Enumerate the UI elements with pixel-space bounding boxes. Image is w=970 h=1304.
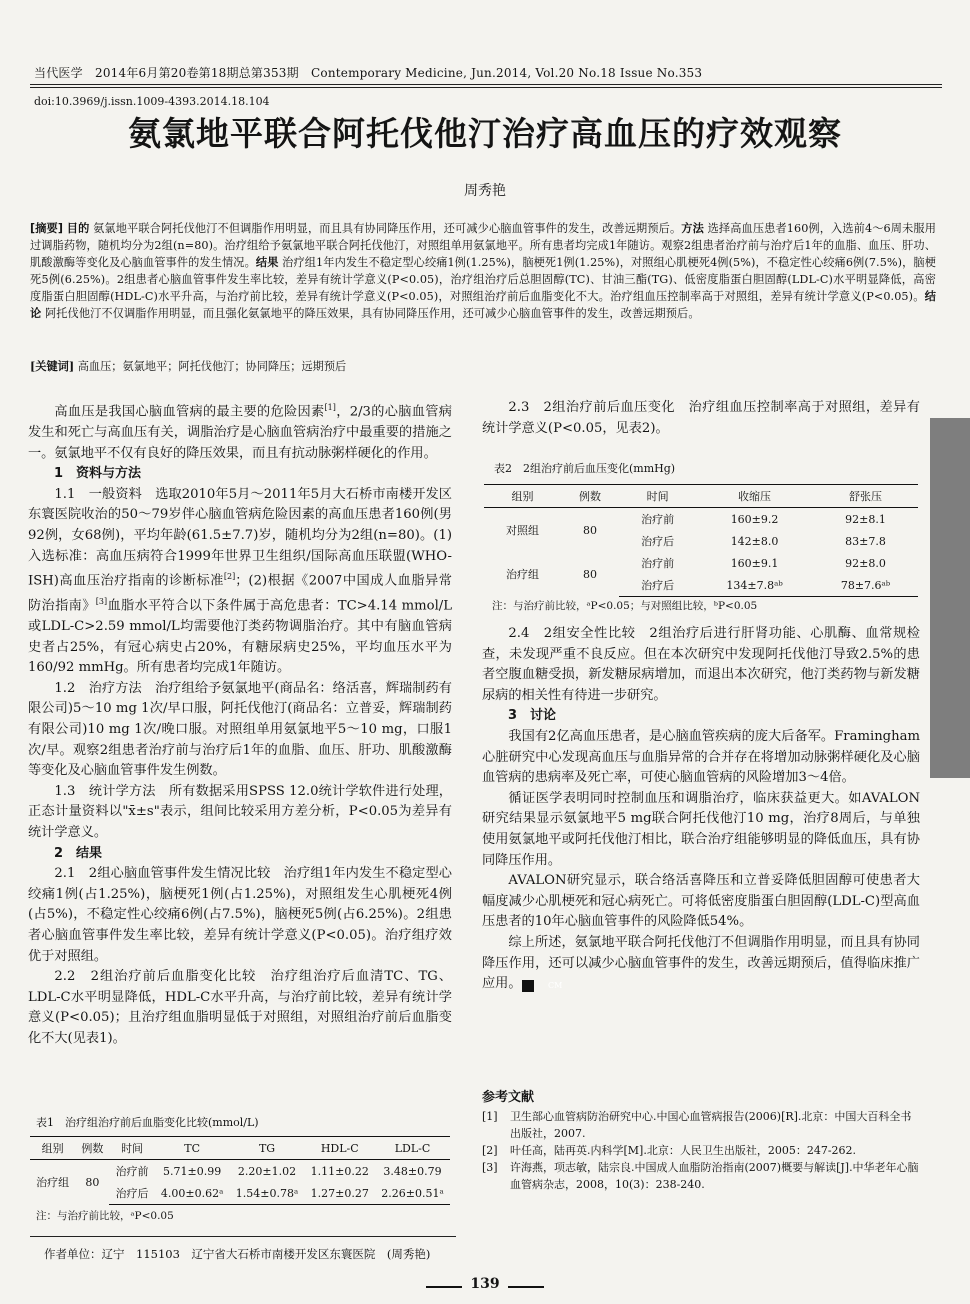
citation: [3] (95, 597, 108, 607)
abstract-methods-label: 方法 (681, 222, 704, 235)
table2-n: 80 (583, 567, 598, 581)
discussion-paragraph: AVALON研究显示，联合络活喜降压和立普妥降低胆固醇可使患者大幅度减少心肌梗死和冠心病死亡。可将低密度脂蛋白胆固醇(LDL-C)型高血压患者的10年心脑血管事件的风险降低54%。 (482, 873, 920, 930)
table-cell: 治疗前 (641, 513, 675, 526)
reference-item: [3] 许海燕，项志敏，陆宗良.中国成人血脂防治指南(2007)概要与解读[J].中华老年心脑血管病杂志，2008，10(3)：238-240. (482, 1161, 919, 1191)
header-rule (30, 84, 942, 85)
table2 (484, 484, 918, 597)
table-cell: 83±7.8 (845, 534, 886, 548)
section-2-1: 2.1 2组心脑血管事件发生情况比较 治疗组1年内发生不稳定型心绞痛1例(占1.25%)，脑梗死1例(占1.25%)，对照组发生心肌梗死4例(占5%)，不稳定性心绞痛6例(占7.5%)，脑梗死5例(占6.25%)。2组患者心脑血管事件发生率比较，差异有统计学意义(P<0.05)。治疗组疗效优于对照组。 (28, 866, 452, 964)
section-2-3: 2.3 2组治疗前后血压变化 治疗组血压控制率高于对照组，差异有统计学意义(P<0.05，见表2)。 (482, 400, 920, 436)
table2-caption: 表2 2组治疗前后血压变化(mmHg) (494, 462, 676, 475)
table-cell: 2.20±1.02 (237, 1164, 297, 1178)
abstract-results-label: 结果 (255, 256, 279, 269)
right-column-body (482, 624, 920, 995)
table-cell: 治疗后 (109, 1182, 154, 1205)
table-cell: 2.26±0.51ᵃ (375, 1182, 450, 1205)
margin-scan-strip (930, 418, 970, 778)
abstract-objective-label: 目的 (66, 222, 90, 235)
author-affiliation: 作者单位：辽宁 115103 辽宁省大石桥市南楼开发区东寰医院 (周秀艳) (44, 1247, 431, 1261)
table1-header: LDL-C (375, 1137, 450, 1160)
page-number: 139 (470, 1276, 500, 1292)
section-heading-results: 2 结果 (54, 845, 103, 861)
keywords-text: 高血压；氨氯地平；阿托伐他汀；协同降压；远期预后 (77, 360, 347, 373)
doi: doi:10.3969/j.issn.1009-4393.2014.18.104 (34, 95, 270, 108)
abstract-conclusion: 阿托伐他汀不仅调脂作用明显，而且强化氨氯地平的降压效果，具有协同降压作用，还可减少心脑血管事件的发生，改善远期预后。 (44, 307, 700, 320)
references-list (482, 1108, 922, 1193)
table-cell: 142±8.0 (730, 534, 779, 548)
section-1-3: 1.3 统计学方法 所有数据采用SPSS 12.0统计学软件进行处理，正态计量资料以"x̄±s"表示，组间比较采用方差分析，P<0.05为差异有统计学意义。 (28, 783, 452, 841)
conclusion-paragraph: 综上所述，氨氯地平联合阿托伐他汀不但调脂作用明显，而且具有协同降压作用，还可以减少心脑血管事件的发生，改善远期预后，值得临床推广应用。 CM (482, 934, 920, 992)
table-row (30, 1160, 450, 1183)
abstract-label: [摘要] (30, 222, 64, 235)
table1-group: 治疗组 (36, 1176, 70, 1190)
abstract-results: 治疗组1年内发生不稳定型心绞痛1例(1.25%)，脑梗死1例(1.25%)，对照组心肌梗死4例(5%)，不稳定性心绞痛6例(7.5%)，脑梗死5例(6.25%)。2组患者心脑血管事件发生率比较，差异有统计学意义(P<0.05)，治疗组治疗后总胆固醇(TC)、甘油三酯(TG)、低密度脂蛋白胆固醇(LDL-C)水平明显降低，高密度脂蛋白胆固醇(HDL-C)水平升高，与治疗前比较，差异有统计学意义(P<0.05)，对照组治疗前后血脂变化不大。治疗组血压控制率高于对照组，差异有统计学意义(P<0.05)。 (30, 256, 936, 303)
table2-header: 收缩压 (696, 485, 813, 508)
table-cell: 92±8.0 (845, 556, 886, 570)
table2-header: 舒张压 (813, 485, 918, 508)
article-title: 氨氯地平联合阿托伐他汀治疗高血压的疗效观察 (128, 114, 842, 153)
table1-header: HDL-C (304, 1137, 375, 1160)
left-column (28, 398, 452, 1050)
table-cell: 1.27±0.27 (304, 1182, 375, 1205)
section-heading-discussion: 3 讨论 (508, 708, 557, 724)
table-cell: 1.54±0.78ᵃ (230, 1182, 305, 1205)
section-1-1: 1.1 一般资料 选取2010年5月～2011年5月大石桥市南楼开发区东寰医院收治的50～79岁伴心脑血管病危险因素的高血压患者160例(男92例，女68例)，平均年龄(61.5±7.7)岁，随机均分为2组(n=80)。(1)入选标准：高血压病符合1999年世界卫生组织/国际高血压联盟(WHO-ISH)高血压治疗指南的诊断标准[2]；(2)根据《2007中国成人血脂异常防治指南》[3]血脂水平符合以下条件属于高危患者：TC>4.14 mmol/L或LDL-C>2.59 mmol/L均需要他汀类药物调脂治疗。其中有脑血管病史者占25%，有冠心病史占20%，有糖尿病史25%，平均血压水平为160/92 mmHg。所有患者均完成1年随访。 (28, 486, 453, 676)
table1-n: 80 (85, 1175, 100, 1189)
abstract-conclusion-label: 结论 (30, 290, 936, 320)
table2-header: 时间 (619, 485, 696, 508)
table1-header: TG (230, 1137, 305, 1160)
table1-header: 例数 (75, 1137, 109, 1160)
table-cell: 92±8.1 (845, 512, 886, 526)
abstract-objective: 氨氯地平联合阿托伐他汀不但调脂作用明显，而且具有协同降压作用，还可减少心脑血管事件的发生，改善远期预后。 (93, 222, 682, 235)
citation: [2] (223, 572, 236, 582)
table-cell: 160±9.2 (730, 512, 779, 526)
table2-group: 治疗组 (505, 568, 539, 582)
end-mark-icon: CM (522, 980, 534, 992)
table-cell: 4.00±0.62ᵃ (155, 1182, 230, 1205)
table2-note: 注：与治疗前比较，ᵃP<0.05；与对照组比较，ᵇP<0.05 (492, 600, 758, 612)
table2-group: 对照组 (505, 524, 539, 537)
table1-note: 注：与治疗前比较，ᵃP<0.05 (36, 1210, 174, 1222)
table-cell: 134±7.8ᵃᵇ (696, 574, 813, 597)
table2-n: 80 (583, 523, 598, 537)
table-cell: 160±9.1 (730, 556, 779, 570)
journal-header: 当代医学 2014年6月第20卷第18期总第353期 Contemporary Medicine, Jun.2014, Vol.20 No.18 Issue No.353 (34, 66, 703, 80)
section-1-2: 1.2 治疗方法 治疗组给予氨氯地平(商品名：络活喜，辉瑞制药有限公司)5～10 mg 1次/早口服，阿托伐他汀(商品名：立普妥，辉瑞制药有限公司)10 mg 1次/晚口服。对照组单用氨氯地平5～10 mg，口服1次/早。观察2组患者治疗前与治疗后1年的血脂、血压、肝功、肌酸激酶等变化及心脑血管事件发生例数。 (28, 680, 452, 779)
table2-header: 组别 (484, 485, 561, 508)
reference-item: [2] 叶任高，陆再英.内科学[M].北京：人民卫生出版社，2005：247-262. (482, 1144, 857, 1157)
table-cell: 1.11±0.22 (310, 1164, 369, 1178)
section-2-2: 2.2 2组治疗前后血脂变化比较 治疗组治疗后血清TC、TG、LDL-C水平明显降低，HDL-C水平升高，与治疗前比较，差异有统计学意义(P<0.05)；且治疗组血脂明显低于对照组，对照组治疗前后血脂变化不大(见表1)。 (28, 969, 452, 1046)
table2-header: 例数 (561, 485, 619, 508)
references-title: 参考文献 (482, 1090, 535, 1105)
table1-header: 时间 (109, 1137, 154, 1160)
keywords-label: [关键词] (30, 359, 75, 373)
reference-item: [1] 卫生部心血管病防治研究中心.中国心血管病报告(2006)[R].北京：中国大百科全书出版社，2007. (482, 1110, 912, 1140)
table1 (30, 1136, 450, 1205)
table-row (484, 552, 918, 574)
table1-header: 组别 (30, 1137, 75, 1160)
table-row (484, 508, 918, 531)
abstract-methods: 选择高血压患者160例，入选前4～6周未服用过调脂药物，随机均分为2组(n=80)。治疗组给予氨氯地平联合阿托伐他汀，对照组单用氨氯地平。所有患者均完成1年随访。观察2组患者治疗前与治疗后1年的血脂、血压、肝功、肌酸激酶等变化及心脑血管事件的发生情况。 (30, 222, 937, 269)
header-rule-secondary (30, 87, 942, 88)
right-column-top (482, 398, 920, 439)
footnote-rule (30, 1236, 456, 1237)
table-cell: 治疗后 (641, 535, 675, 548)
discussion-paragraph: 循证医学表明同时控制血压和调脂治疗，临床获益更大。如AVALON研究结果显示氨氯地平5 mg联合阿托伐他汀10 mg，治疗8周后，与单独使用氨氯地平或阿托伐他汀相比，联合治疗组能够明显的降低血压，具有协同降压作用。 (482, 790, 920, 868)
table1-caption: 表1 治疗组治疗前后血脂变化比较(mmol/L) (36, 1116, 259, 1129)
abstract (30, 220, 936, 322)
section-2-4: 2.4 2组安全性比较 2组治疗后进行肝肾功能、心肌酶、血常规检查，未发现严重不良反应。但在本次研究中发现阿托伐他汀导致2.5%的患者空腹血糖受损，新发糖尿病增加，而退出本次研究，他汀类药物与新发糖尿病的相关性有待进一步研究。 (482, 626, 920, 703)
keywords (30, 358, 936, 374)
discussion-paragraph: 我国有2亿高血压患者，是心脑血管疾病的庞大后备军。Framingham心脏研究中心发现高血压与血脂异常的合并存在将增加动脉粥样硬化及心脑血管病的患病率及死亡率，可使心脑血管病的风险增加3～4倍。 (482, 728, 920, 786)
section-heading-methods: 1 资料与方法 (54, 466, 142, 482)
page-number-rule-right (508, 1286, 544, 1288)
table-cell: 78±7.6ᵃᵇ (813, 574, 918, 597)
table-cell: 5.71±0.99 (163, 1164, 222, 1178)
table-cell: 治疗后 (619, 574, 696, 597)
article-author: 周秀艳 (464, 183, 506, 199)
table-cell: 3.48±0.79 (383, 1164, 442, 1178)
table1-header: TC (155, 1137, 230, 1160)
intro-paragraph: 高血压是我国心脑血管病的最主要的危险因素[1]，2/3的心脑血管病发生和死亡与高血压有关，调脂治疗是心脑血管病治疗中最重要的措施之一。氨氯地平不仅有良好的降压效果，而且有抗动脉粥样硬化的作用。 (28, 403, 452, 461)
table-cell: 治疗前 (641, 557, 675, 570)
citation: [1] (324, 403, 336, 412)
table-cell: 治疗前 (115, 1165, 149, 1178)
